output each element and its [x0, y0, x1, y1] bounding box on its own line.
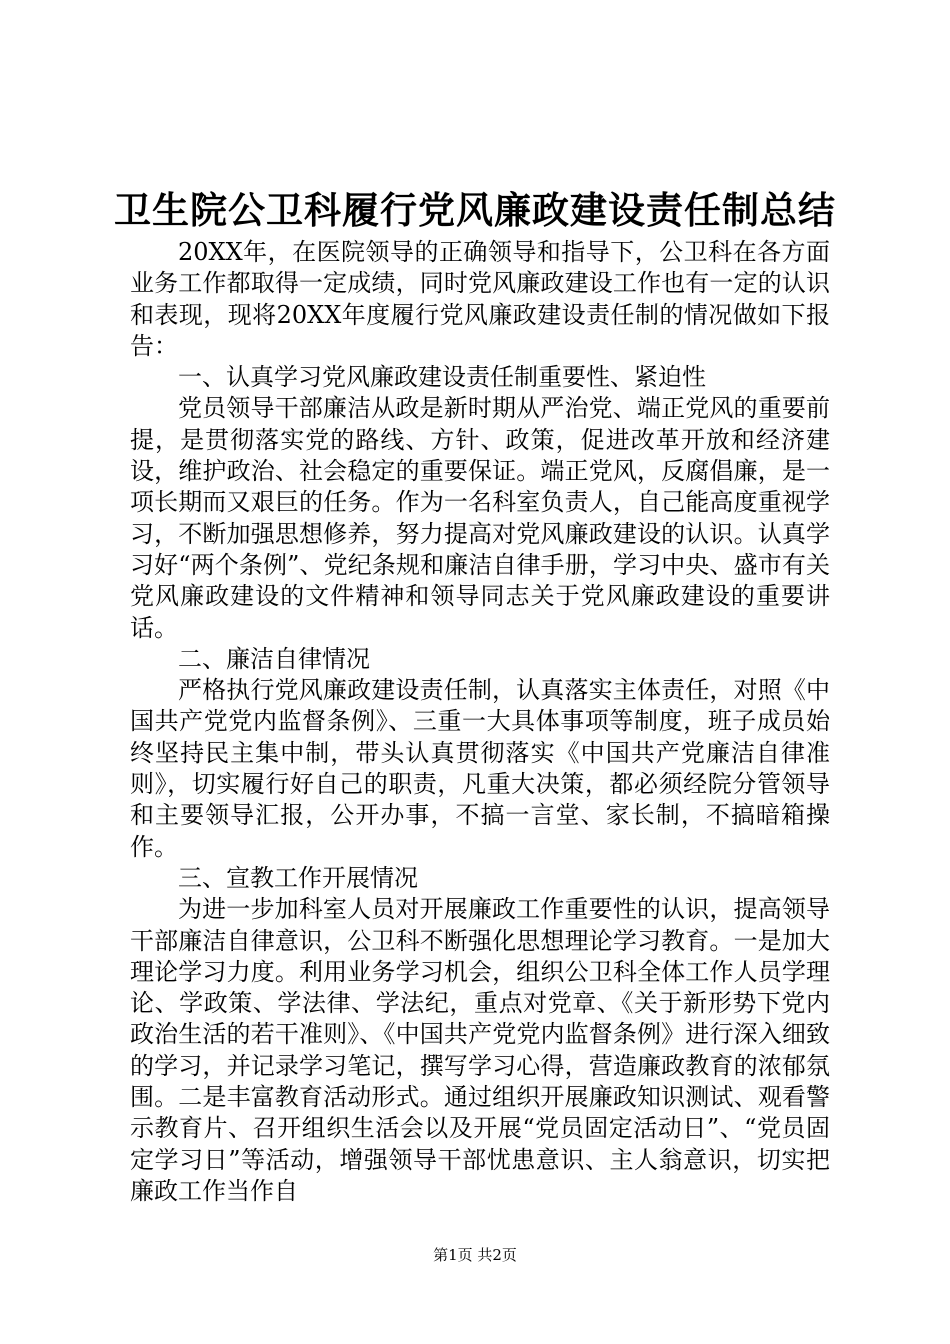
- section-paragraph-2: 严格执行党风廉政建设责任制，认真落实主体责任，对照《中国共产党党内监督条例》、三重一大具体事项等制度，班子成员始终坚持民主集中制，带头认真贯彻落实《中国共产党廉洁自律准则》，切实履行好自己的职责，凡重大决策，都必须经院分管领导和主要领导汇报，公开办事，不搞一言堂、家长制，不搞暗箱操作。: [130, 676, 830, 861]
- section-paragraph-1: 党员领导干部廉洁从政是新时期从严治党、端正党风的重要前提，是贯彻落实党的路线、方针、政策，促进改革开放和经济建设，维护政治、社会稳定的重要保证。端正党风，反腐倡廉，是一项长期而又艰巨的任务。作为一名科室负责人，自己能高度重视学习，不断加强思想修养，努力提高对党风廉政建设的认识。认真学习好“两个条例”、党纪条规和廉洁自律手册，学习中央、盛市有关党风廉政建设的文件精神和领导同志关于党风廉政建设的重要讲话。: [130, 394, 830, 642]
- intro-paragraph: 20XX年，在医院领导的正确领导和指导下，公卫科在各方面业务工作都取得一定成绩，同时党风廉政建设工作也有一定的认识和表现，现将20XX年度履行党风廉政建设责任制的情况做如下报告：: [130, 238, 830, 360]
- section-heading-1: 一、认真学习党风廉政建设责任制重要性、紧迫性: [178, 363, 706, 392]
- document-body: [130, 237, 830, 1207]
- section-heading-3: 三、宣教工作开展情况: [178, 863, 418, 892]
- document-title: 卫生院公卫科履行党风廉政建设责任制总结: [114, 188, 836, 232]
- section-paragraph-3: 为进一步加科室人员对开展廉政工作重要性的认识，提高领导干部廉洁自律意识，公卫科不断强化思想理论学习教育。一是加大理论学习力度。利用业务学习机会，组织公卫科全体工作人员学理论、学政策、学法律、学法纪，重点对党章、《关于新形势下党内政治生活的若干准则》、《中国共产党党内监督条例》进行深入细致的学习，并记录学习笔记，撰写学习心得，营造廉政教育的浓郁氛围。二是丰富教育活动形式。通过组织开展廉政知识测试、观看警示教育片、召开组织生活会以及开展“党员固定活动日”、“党员固定学习日”等活动，增强领导干部忧患意识、主人翁意识，切实把廉政工作当作自: [130, 895, 830, 1205]
- page-footer: 第1页 共2页: [433, 1246, 517, 1264]
- section-heading-2: 二、廉洁自律情况: [178, 644, 370, 673]
